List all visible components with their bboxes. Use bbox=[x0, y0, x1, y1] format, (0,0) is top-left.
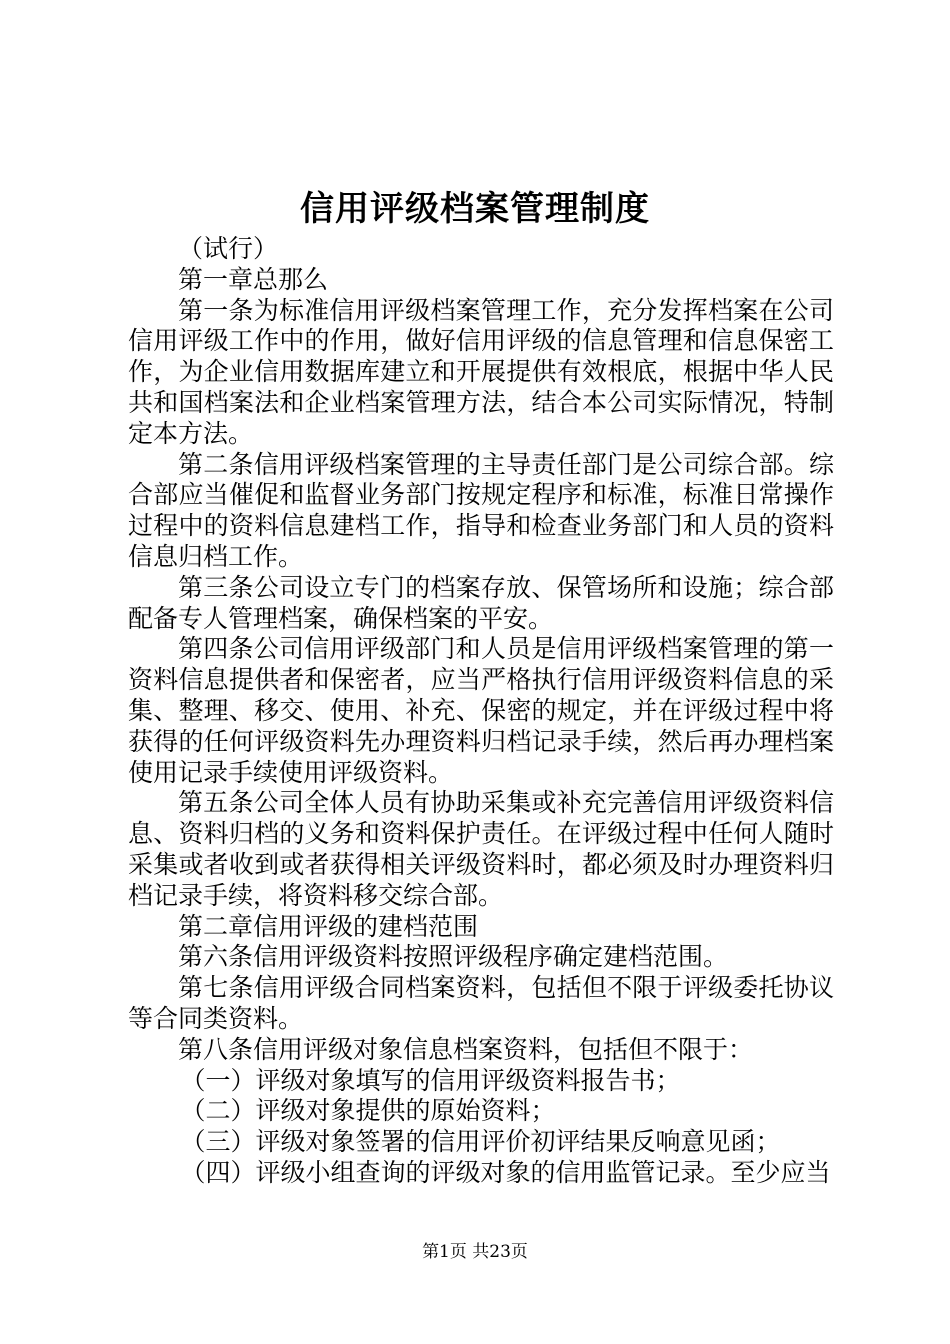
page-footer: 第1页 共23页 bbox=[422, 1242, 528, 1262]
article-paragraph: 第八条信用评级对象信息档案资料，包括但不限于： bbox=[178, 1034, 754, 1064]
chapter-heading: 第二章信用评级的建档范围 bbox=[178, 911, 479, 941]
article-paragraph: 第七条信用评级合同档案资料，包括但不限于评级委托协议等合同类资料。 bbox=[128, 973, 834, 1033]
document-title: 信用评级档案管理制度 bbox=[300, 189, 650, 229]
article-paragraph: 第五条公司全体人员有协助采集或补充完善信用评级资料信息、资料归档的义务和资料保护责任。在评级过程中任何人随时采集或者收到或者获得相关评级资料时，都必须及时办理资料归档记录手续，将资料移交综合部。 bbox=[128, 788, 834, 910]
article-paragraph: 第一条为标准信用评级档案管理工作，充分发挥档案在公司信用评级工作中的作用，做好信用评级的信息管理和信息保密工作，为企业信用数据库建立和开展提供有效根底，根据中华人民共和国档案法和企业档案管理方法，结合本公司实际情况，特制定本方法。 bbox=[128, 295, 834, 448]
list-item: （四）评级小组查询的评级对象的信用监管记录。至少应当 bbox=[180, 1157, 831, 1187]
chapter-heading: 第一章总那么 bbox=[178, 264, 329, 294]
document-body bbox=[128, 234, 834, 1189]
list-item: （一）评级对象填写的信用评级资料报告书； bbox=[180, 1065, 681, 1095]
article-paragraph: 第六条信用评级资料按照评级程序确定建档范围。 bbox=[178, 942, 729, 972]
article-paragraph: 第四条公司信用评级部门和人员是信用评级档案管理的第一资料信息提供者和保密者，应当严格执行信用评级资料信息的采集、整理、移交、使用、补充、保密的规定，并在评级过程中将获得的任何评级资料先办理资料归档记录手续，然后再办理档案使用记录手续使用评级资料。 bbox=[128, 634, 834, 787]
list-item: （三）评级对象签署的信用评价初评结果反响意见函； bbox=[180, 1127, 781, 1157]
article-paragraph: 第二条信用评级档案管理的主导责任部门是公司综合部。综合部应当催促和监督业务部门按规定程序和标准，标准日常操作过程中的资料信息建档工作，指导和检查业务部门和人员的资料信息归档工作。 bbox=[128, 449, 834, 571]
trial-note: （试行） bbox=[178, 234, 279, 263]
article-paragraph: 第三条公司设立专门的档案存放、保管场所和设施；综合部配备专人管理档案，确保档案的平安。 bbox=[128, 572, 834, 633]
list-item: （二）评级对象提供的原始资料； bbox=[180, 1096, 556, 1126]
